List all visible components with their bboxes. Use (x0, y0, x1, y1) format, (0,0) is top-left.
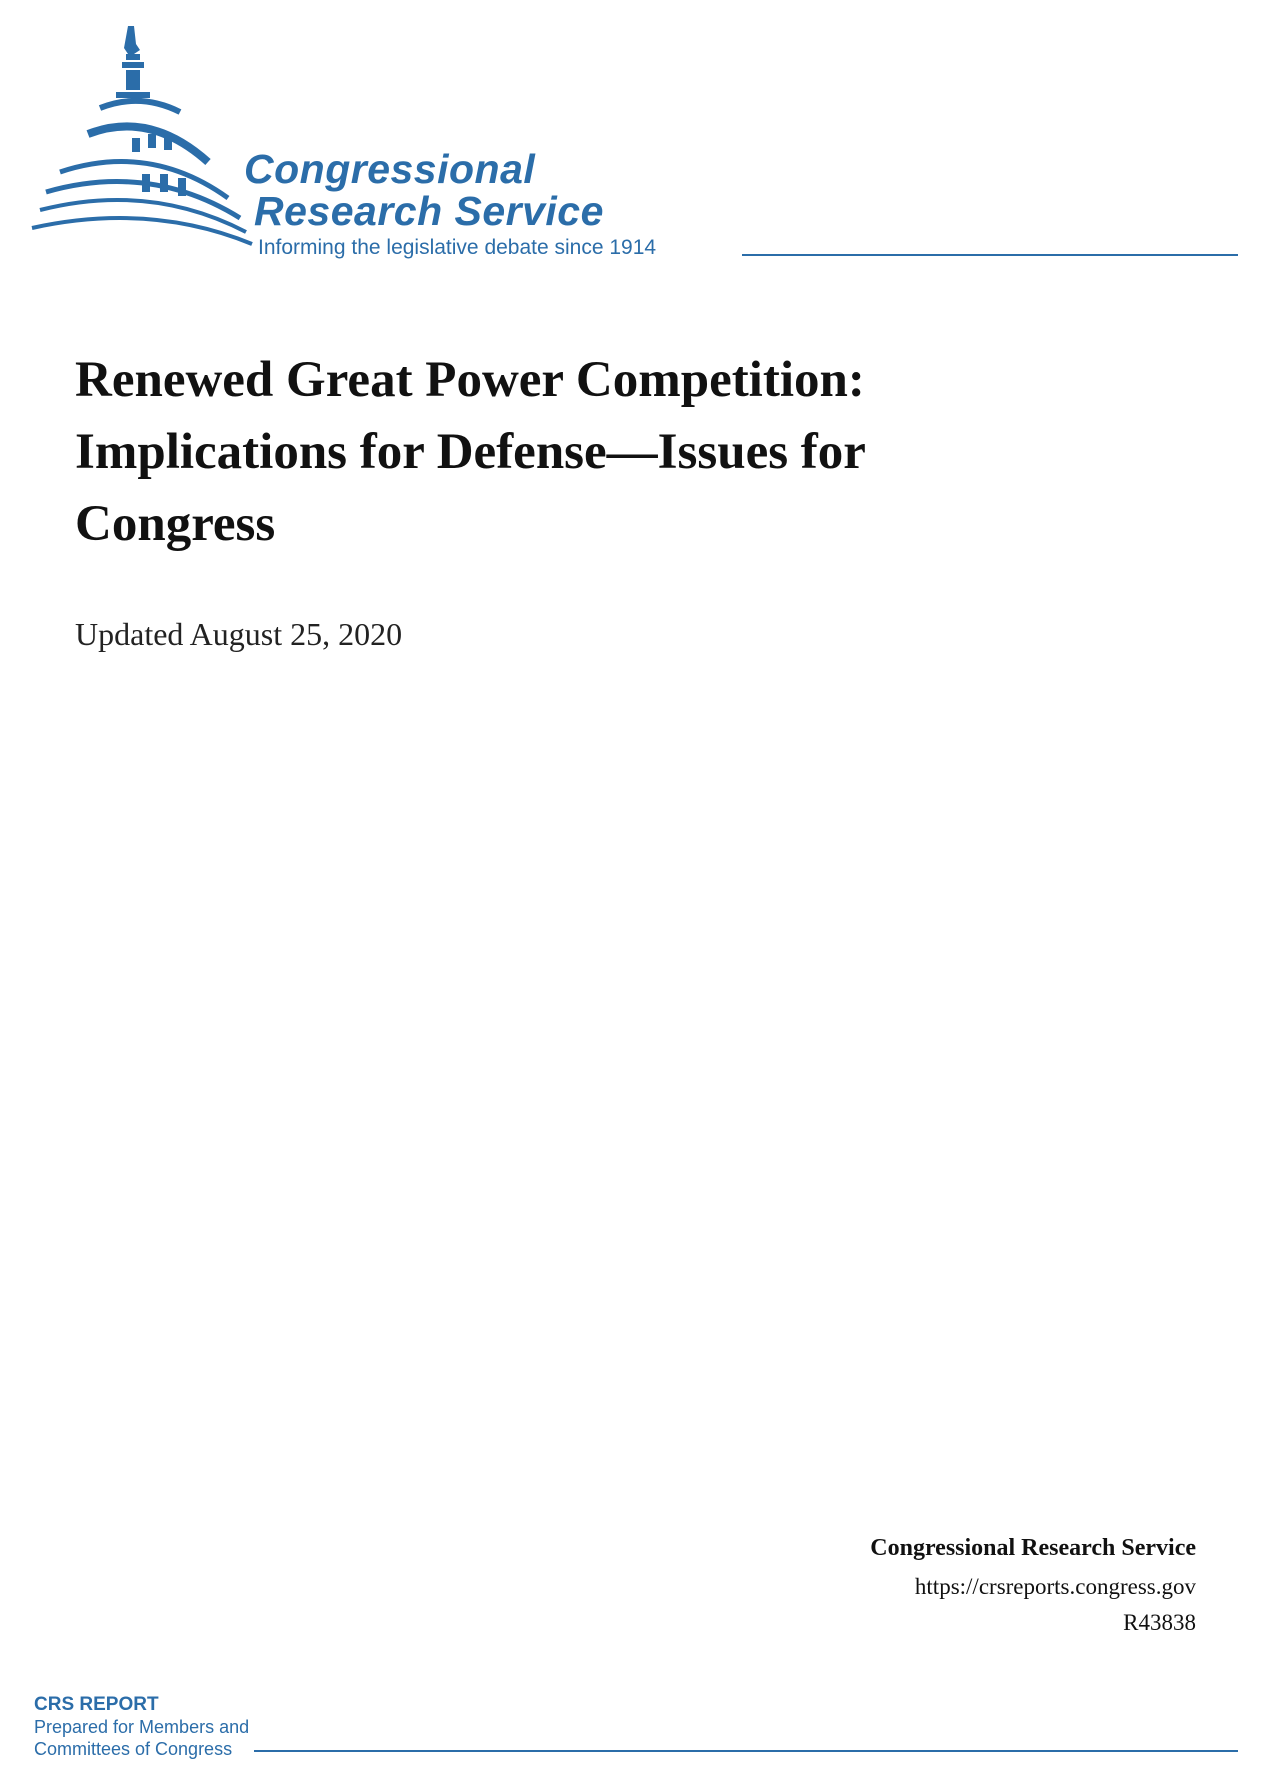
report-footer-info (870, 1528, 1196, 1640)
header-rule (742, 254, 1238, 256)
footer-url[interactable]: https://crsreports.congress.gov (914, 1574, 1196, 1599)
capitol-dome-icon (30, 22, 270, 262)
tagline: Informing the legislative debate since 1914 (258, 236, 657, 259)
crs-report-label (34, 1694, 249, 1760)
brand-line-congressional: Congressional (244, 146, 536, 192)
footer-rule (254, 1750, 1238, 1752)
crs-report-heading: CRS REPORT (34, 1694, 159, 1715)
crs-brand-name (244, 148, 604, 232)
report-id: R43838 (1123, 1610, 1196, 1635)
crs-report-line2: Committees of Congress (34, 1739, 233, 1759)
crs-report-line1: Prepared for Members and (34, 1717, 250, 1737)
updated-date: Updated August 25, 2020 (75, 616, 403, 652)
footer-org: Congressional Research Service (870, 1535, 1196, 1561)
brand-line-research-service: Research Service (254, 188, 604, 234)
report-title: Renewed Great Power Competition: Implications for Defense—Issues for Congress (75, 352, 866, 552)
